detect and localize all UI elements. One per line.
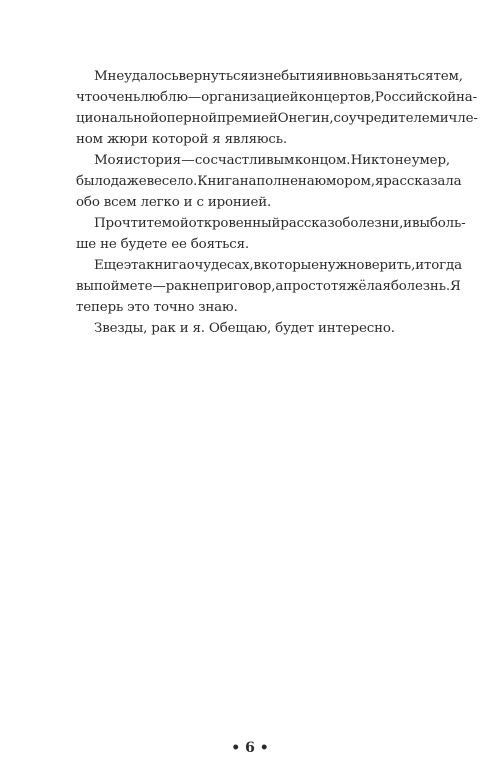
paragraph	[76, 150, 462, 213]
text-line: Моя история — со счастливым концом. Никто не умер,	[94, 153, 450, 168]
paragraph	[76, 213, 466, 255]
text-line: теперь это точно знаю.	[76, 300, 238, 315]
text-line: Еще эта книга о чудесах, в которые нужно верить, и тогда	[94, 258, 462, 273]
text-line: ном жюри которой я являюсь.	[76, 132, 288, 147]
paragraph	[76, 318, 450, 339]
paragraph	[76, 255, 462, 318]
page-number: • 6 •	[231, 740, 269, 756]
text-line: что очень люблю — организацией концертов, Российской на-	[76, 90, 477, 105]
text-line: Прочтите мой откровенный рассказ о болезни, и вы боль-	[94, 216, 466, 231]
paragraph	[76, 66, 478, 150]
text-line: вы поймете — рак не приговор, а просто тяжёлая болезнь. Я	[76, 279, 461, 294]
text-line: Мне удалось вернуться из небытия и вновь заняться тем,	[94, 69, 463, 84]
text-line: обо всем легко и с иронией.	[76, 195, 272, 210]
text-line: ше не будете ее бояться.	[76, 237, 250, 252]
text-line: Звезды, рак и я. Обещаю, будет интересно.	[94, 321, 395, 336]
text-line: было даже весело. Книга наполнена юмором, я рассказала	[76, 174, 462, 189]
text-line: циональной оперной премией Онегин, соучредителем и чле-	[76, 111, 478, 126]
body-text	[76, 66, 478, 339]
